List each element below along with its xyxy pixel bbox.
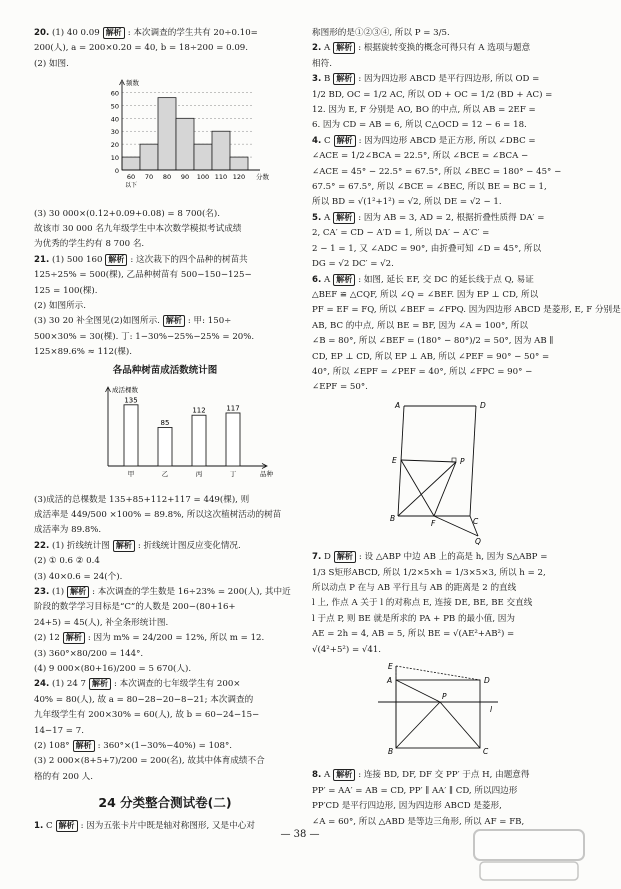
segment-AP [396,680,440,702]
text-line [312,380,574,395]
line-text: 相符. [312,58,332,69]
text-line [34,647,296,662]
line-text: AE = 2h = 4, AB = 5, 所以 BE = √(AE²+AB²) = [312,629,515,640]
answer-text: A [323,43,331,54]
text-line [312,149,574,164]
text-line [34,554,296,569]
line-text: AB, BC 的中点, 所以 BE = BF, 因为 ∠A = 100°, 所以 [312,320,528,331]
histogram-bar [122,157,140,170]
line-text: : 根据旋转变换的概念可得只有 A 选项与题意 [358,43,531,54]
question-number: 4. [312,135,322,146]
text-line [34,207,296,222]
line-text: : 360°×(1−30%−40%) = 108°. [97,741,233,751]
answer-text: A [323,274,331,285]
text-line [34,754,296,769]
point-label-E: E [392,455,397,465]
line-text: 40°, 所以 ∠EPF = ∠PEF = 40°, 所以 ∠FPC = 90° − [312,366,533,377]
line-text: (4) 9 000×(80+16)/200 = 5 670(人). [34,663,192,674]
histogram-chart [92,74,269,196]
text-line [312,334,574,349]
text-line [312,627,574,642]
line-text: (2) 如图所示. [34,301,87,312]
line-text: (3) 30 20 补全图见(2)如图所示. [34,316,160,327]
line-text: 12. 因为 E, F 分别是 AO, BO 的中点, 所以 AB = 2EF = [312,105,536,116]
line-text: 2, CA′ = CD − A′D = 1, 所以 DA′ − A′C′ = [312,228,490,239]
line-text: (2) ① 0.6 ② 0.4 [34,556,100,567]
y-axis-label: 频数 [126,79,139,88]
section-title: 24 分类整合测试卷(二) [98,795,232,811]
line-text: CD, EP ⊥ CD, 所以 EP ⊥ AB, 所以 ∠PEF = 90° − 50° = [312,351,550,362]
segment-PF [434,462,456,516]
y-tick-label: 50 [110,102,119,111]
line-text: : 甲: 150÷ [187,316,232,327]
text-line [34,222,296,237]
analysis-label: 解析 [105,254,127,266]
y-axis-label: 成活棵数 [112,386,138,395]
x-tick-sublabel: 以下 [124,182,138,190]
y-tick-label: 20 [110,141,119,150]
answer-text: C [323,135,331,146]
line-text: : 因为 AB = 3, AD = 2, 根据折叠性质得 DA′ = [358,212,545,223]
answer-text: B [323,74,331,85]
question-number: 1. [34,820,44,831]
text-line [312,273,574,288]
line-text: (3) 40×0.6 = 24(个). [34,571,123,582]
category-label: 甲 [127,470,135,479]
text-line [34,299,296,314]
segment-ED [396,666,480,680]
line-text: ∠ACE = 45° − 22.5° = 67.5°, 所以 ∠BEC = 180° − 45° − [312,166,562,177]
line-text: 67.5° = 67.5°, 所以 ∠BCE = ∠BEC, 所以 BE = BC = 1, [312,182,547,193]
line-text: : 如图, 延长 EF, 交 DC 的延长线于点 Q, 易证 [358,274,534,285]
line-text: (2) 如图. [34,58,69,69]
text-line [34,724,296,739]
text-line [312,365,574,380]
line-text: △BEF ≌ △CQF, 所以 ∠Q = ∠BEF. 因为 EP ⊥ CD, 所以 [312,289,539,300]
point-label-F: F [431,518,436,528]
text-line [34,616,296,631]
text-line [312,596,574,611]
text-line [312,319,574,334]
line-text: 125÷25% = 500(棵), 乙品种树苗有 500−150−125− [34,270,252,281]
bar [158,428,172,467]
analysis-label: 解析 [56,820,78,832]
text-line [34,662,296,677]
line-text: : 折线统计图反应变化情况. [137,540,241,551]
bar [192,415,206,466]
line-text: (3) 30 000×(0.12+0.09+0.08) = 8 700(名). [34,208,220,219]
line-text: (2) 108° [34,741,70,751]
line-text: : 连接 BD, DF, DF 交 PP′ 于点 H, 由题意得 [358,770,530,781]
text-line [34,585,296,600]
line-text: 所以 BD = √(1²+1²) = √2, 所以 DE = √2 − 1. [312,197,502,208]
line-text: PP′CD 是平行四边形, 因为四边形 ABCD 是菱形, [312,801,502,812]
line-text: : 本次调查的七年级学生有 200× [114,679,241,690]
line-text: 阶段的数学学习目标是“C”的人数是 200−(80+16+ [34,602,236,613]
analysis-label: 解析 [63,632,85,644]
watermark-badge [474,830,584,880]
question-number: 8. [312,770,322,781]
bar-value-label: 135 [124,396,138,405]
line-text: 14−17 = 7. [34,725,84,736]
rectangle-figure [312,660,574,764]
analysis-label: 解析 [103,27,125,39]
category-label: 乙 [161,470,169,479]
line-text: 1/3 S矩形ABCD, 所以 1/2×5×h = 1/3×5×3, 所以 h = 2, [312,567,546,578]
text-line [312,211,574,226]
y-tick-label: 10 [110,154,119,163]
histogram-bar [212,131,230,170]
point-label-C: C [473,516,479,526]
line-text: 40% = 80(人), 故 a = 80−28−20−8−21; 本次调查的 [34,694,254,705]
line-text: l 上, 作点 A 关于 l 的对称点 E, 连接 DE, BE, BE 交直线 [312,598,533,609]
line-text: √(4²+5²) = √41. [312,644,382,655]
analysis-label: 解析 [333,42,355,54]
point-label-D: D [484,676,490,685]
segment-BP [396,702,440,748]
text-line [34,57,296,72]
line-text: : 因为四边形 ABCD 是正方形, 所以 ∠DBC = [358,135,536,146]
line-text: : 本次调查的学生数是 16÷23% = 200(人), 其中近 [92,586,291,597]
y-tick-label: 40 [110,115,119,124]
analysis-label: 解析 [333,769,355,781]
histogram-bar [230,157,248,170]
y-tick-label: 60 [110,89,119,98]
bar [124,405,138,466]
x-tick-label: 90 [180,173,190,182]
right-angle-mark [452,458,456,462]
line-text: PP′ = AA′ = AB = CD, PP′ ∥ AA′ ∥ CD, 所以四边形 [312,785,518,796]
x-axis-label: 品种 [260,470,273,479]
text-line [312,242,574,257]
line-text: 成活率是 449/500 ×100% = 89.8%, 所以这次植树活动的树苗 [34,509,282,520]
text-line [312,134,574,149]
point-label-B: B [388,747,394,756]
analysis-label: 解析 [113,540,135,552]
category-label: 丙 [195,470,203,479]
answer-text: (1) [51,586,65,597]
line-text: ∠ACE = 1/2∠BCA = 22.5°, 所以 ∠BCE = ∠BCA − [312,151,529,162]
text-line [312,550,574,565]
text-line [312,581,574,596]
line-text: 2 − 1 = 1, 又 ∠ADC = 90°, 由折叠可知 ∠D = 45°, 所以 [312,243,542,254]
bar [226,413,240,466]
line-text: 为优秀的学生约有 8 700 名. [34,239,145,250]
point-label-A: A [387,676,393,685]
text-line [312,165,574,180]
text-line [312,180,574,195]
text-line [312,612,574,627]
line-text: 125×89.6% ≈ 112(棵). [34,347,133,358]
line-text: (2) 12 [34,633,60,644]
right-column [312,26,621,830]
bar-value-label: 112 [192,406,206,415]
line-text: 格的有 200 人. [34,771,93,782]
segment-EF [401,460,434,516]
question-number: 24. [34,679,50,690]
line-text: 成活率为 89.8%. [34,525,102,536]
text-line [34,693,296,708]
question-number: 22. [34,540,50,551]
text-line [312,784,574,799]
x-tick-label: 70 [144,173,154,182]
line-text: DG = √2 DC′ = √2. [312,259,394,270]
histogram-bar [176,119,194,171]
text-line [34,770,296,785]
line-text: 所以动点 P 在与 AB 平行且与 AB 的距离是 2 的直线 [312,582,517,593]
point-label-C: C [483,747,489,756]
text-line [312,57,574,72]
x-tick-label: 60 [126,173,136,182]
analysis-label: 解析 [334,135,356,147]
text-line [34,345,296,360]
point-label-A: A [395,400,401,410]
line-text: ∠A = 60°, 所以 △ABD 是等边三角形, 所以 AF = FB, [312,816,525,827]
x-tick-label: 100 [196,173,210,182]
line-text: : 因为四边形 ABCD 是平行四边形, 所以 OD = [358,74,540,85]
segment-AB [398,406,404,516]
watermark-logo [470,826,588,884]
y-tick-label: 0 [114,167,119,176]
text-line [34,600,296,615]
text-line [312,799,574,814]
question-number: 20. [34,28,50,38]
segment-DC [470,406,476,516]
text-line [312,768,574,783]
line-text: l 于点 P, 则 BE 就是所求的 PA + PB 的最小值, 因为 [312,613,515,624]
line-text: : 因为 m% = 24/200 = 12%, 所以 m = 12. [87,633,265,644]
text-line [34,330,296,345]
text-line [312,566,574,581]
text-line [34,284,296,299]
text-line [312,257,574,272]
text-line [312,103,574,118]
line-text: : 本次调查的学生共有 20÷0.10= [127,28,258,38]
segment-EP [401,460,456,462]
x-tick-label: 80 [162,173,172,182]
bar-chart-figure [34,380,296,488]
rectangle-ABCD [396,680,480,748]
segment-PC [440,702,480,748]
y-tick-label: 30 [110,128,119,137]
question-number: 3. [312,74,322,85]
point-label-D: D [480,400,486,410]
text-line [34,739,296,754]
page-number: — 38 — [280,829,320,840]
answer-text: (1) 24 7 [51,679,87,690]
point-label-B: B [390,513,396,523]
analysis-label: 解析 [333,212,355,224]
answer-text: A [323,212,331,223]
text-line [34,237,296,252]
histogram-bar [140,144,158,170]
line-text: ∠B = 80°, 所以 ∠BEF = (180° − 80°)/2 = 50°, 因为 AB ∥ [312,336,554,347]
line-text: (3) 2 000×(8+5+7)/200 = 200(名), 故其中体育成绩不合 [34,756,265,767]
text-line [312,41,574,56]
rhombus-figure [312,398,574,546]
text-line [34,253,296,268]
text-line [312,288,574,303]
text-line [34,539,296,554]
answer-text: (1) 40 0.09 [51,28,100,38]
text-line [34,493,296,508]
line-text: 6. 因为 CD = AB = 6, 所以 C△OCD = 12 − 6 = 18. [312,120,527,131]
line-text: 1/2 BD, OC = 1/2 AC, 所以 OD + OC = 1/2 (BD + AC) = [312,89,553,100]
question-number: 5. [312,212,322,223]
line-text: : 设 △ABP 中边 AB 上的高是 h, 因为 S△ABP = [358,552,548,563]
left-column [34,26,296,834]
histogram-figure [34,74,296,202]
text-line [34,677,296,692]
analysis-label: 解析 [163,315,185,327]
text-line [312,26,574,41]
line-text: (3) 360°×80/200 = 144°. [34,648,144,659]
answer-text: (1) 折线统计图 [51,540,110,551]
point-label-P: P [442,692,447,701]
line-text: 故该市 30 000 名九年级学生中本次数学模拟考试成绩 [34,224,242,235]
line-text: 200(人), a = 200×0.20 = 40, b = 18÷200 = 0.09. [34,43,248,54]
x-tick-label: 120 [232,173,246,182]
geometry-figure-rectangle [374,660,504,758]
text-line [34,314,296,329]
question-number: 7. [312,552,322,563]
bar-value-label: 117 [226,404,240,413]
analysis-label: 解析 [67,586,89,598]
analysis-label: 解析 [333,274,355,286]
line-text: 500×30% = 30(棵). 丁: 1−30%−25%−25% = 20%. [34,331,255,342]
text-line [312,303,621,318]
line-label-l: l [490,705,493,714]
point-label-Q: Q [475,536,481,546]
x-axis-label: 分数 [256,173,269,182]
line-text: 24+5) = 45(人), 补全条形统计图. [34,617,169,628]
point-label-E: E [388,662,393,671]
text-line [34,508,296,523]
text-line [312,88,574,103]
text-line [312,195,574,210]
text-line [312,118,574,133]
text-line [34,41,296,56]
line-text: : 这次栽下的四个品种的树苗共 [130,254,248,265]
line-text: 九年级学生有 200×30% = 60(人), 故 b = 60−24−15− [34,710,260,721]
histogram-bar [194,144,212,170]
text-line [34,631,296,646]
text-line [34,570,296,585]
text-line [312,226,574,241]
analysis-label: 解析 [333,73,355,85]
question-number: 21. [34,254,50,265]
analysis-label: 解析 [334,551,356,563]
bar-chart-title: 各品种树苗成活数统计图 [112,364,218,376]
text-line [312,350,574,365]
point-label-P: P [460,456,465,466]
line-text: PF = EF = FQ, 所以 ∠BEF = ∠FPQ. 因为四边形 ABCD 是菱形, E, F 分别是 [312,305,621,316]
text-line [34,268,296,283]
line-text: (3)成活的总棵数是 135+85+112+117 = 449(棵), 则 [34,494,250,505]
text-line [312,72,574,87]
bar-chart [86,380,276,482]
line-text: : 因为五张卡片中既是轴对称图形, 又是中心对 [80,820,255,831]
line-text: 称图形的是①②③④, 所以 P = 3/5. [312,28,450,38]
line-text: ∠EPF = 50°. [312,382,368,393]
answer-text: A [323,770,331,781]
answer-text: C [45,820,53,831]
x-tick-label: 110 [214,173,228,182]
text-line [312,643,574,658]
histogram-bar [158,98,176,170]
text-line [34,26,296,41]
analysis-label: 解析 [73,740,95,752]
category-label: 丁 [229,470,237,479]
question-number: 23. [34,586,50,597]
question-number: 6. [312,274,322,285]
analysis-label: 解析 [89,678,111,690]
answer-text: D [323,552,331,563]
question-number: 2. [312,43,322,54]
text-line [34,523,296,538]
bar-value-label: 85 [160,419,170,428]
geometry-figure-rhombus [388,398,498,546]
answer-text: (1) 500 160 [51,254,103,265]
line-text: 125 = 100(棵). [34,285,98,296]
text-line [34,708,296,723]
